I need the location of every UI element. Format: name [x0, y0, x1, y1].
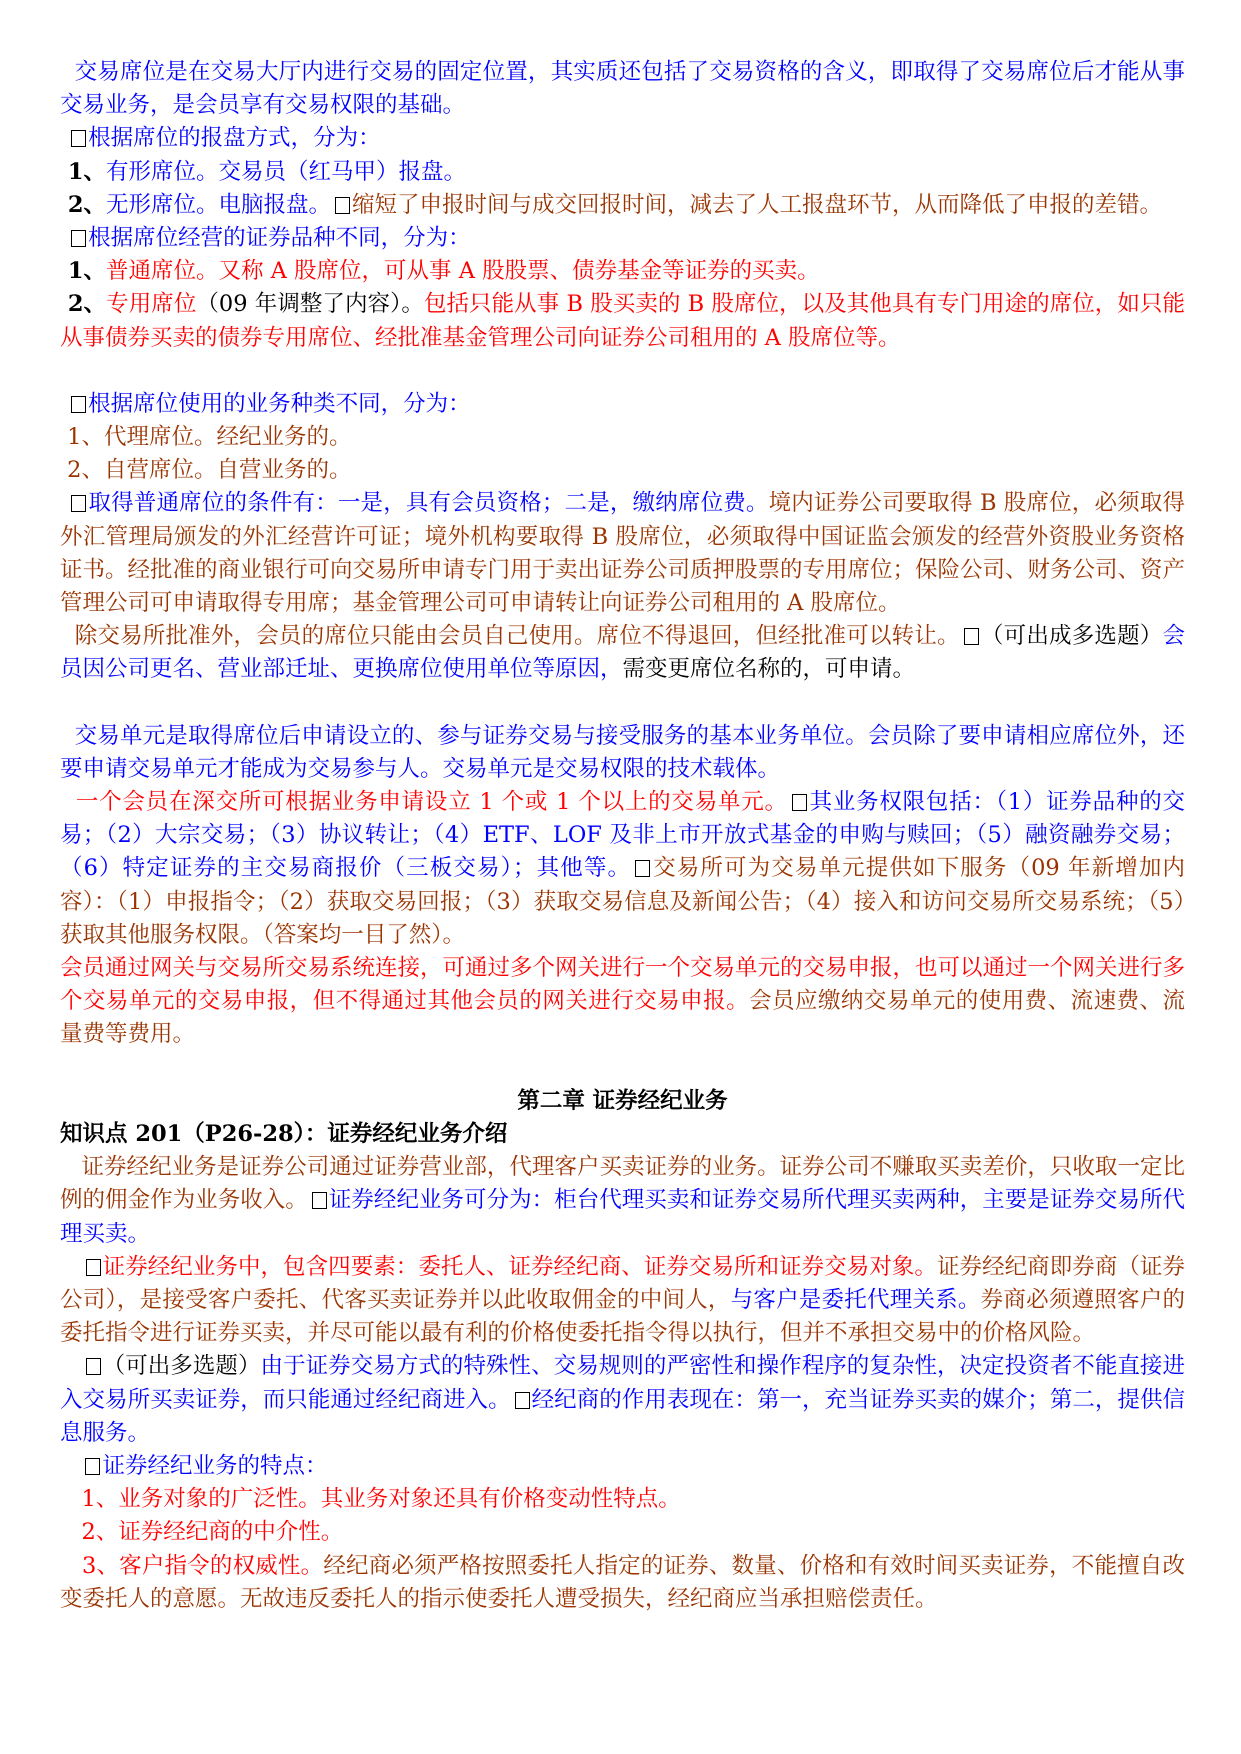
text-run: 1、 [60, 258, 106, 285]
paragraph [60, 1450, 1185, 1483]
text-run: 交易单元是取得席位后申请设立的、参与证券交易与接受服务的基本业务单位。会员除了要申请相应席位外，还要申请交易单元才能成为交易参与人。交易单元是交易权限的技术载体。 [60, 722, 1185, 782]
text-run: 证券经纪业务是证券公司通过证券营业部，代理客户买卖证券的业务。证券公司不赚取买卖差价，只收取一定比例的佣金作为业务收入。 [60, 1154, 1185, 1214]
text-run: 缩短了申报时间与成交回报时间，减去了人工报盘环节，从而降低了申报的差错。 [352, 191, 1163, 218]
text-run [60, 391, 67, 417]
paragraph [60, 454, 1185, 487]
checkbox-icon [635, 860, 650, 877]
paragraph [60, 388, 1185, 421]
checkbox-icon [792, 794, 807, 811]
paragraph [60, 1483, 1185, 1516]
text-run: 由于证券交易方式的特殊性、交易规则的严密性和操作程序的复杂性，决定投资者不能直接进入交易所买卖证券，而只能通过经纪商进入。 [60, 1353, 1185, 1413]
paragraph [60, 786, 1185, 952]
paragraph [60, 1118, 1185, 1151]
text-run: 需变更席位名称的，可申请。 [622, 656, 916, 683]
checkbox-icon [71, 495, 86, 512]
text-run [60, 490, 67, 516]
text-run: 包括只能从事 B 股买卖的 B 股席位，以及其他具有专门用途的席位，如只能从事债券买卖的债券专用席位、经批准基金管理公司向证券公司租用的 A 股席位等。 [60, 291, 1185, 351]
text-run: （可出成多选题） [980, 623, 1163, 650]
paragraph [60, 122, 1185, 155]
text-run: 与客户是委托代理关系。 [730, 1286, 981, 1313]
paragraph [60, 1550, 1185, 1616]
text-run: 根据席位经营的证券品种不同，分为： [88, 225, 471, 252]
text-run: 其业务权限包括：（1）证券品种的交易；（2）大宗交易；（3）协议转让；（4）ETF、LOF 及非上市开放式基金的申购与赎回；（5）融资融券交易；（6）特定证券的主交易商报价（三板交易）；其他等。 [60, 789, 1185, 882]
checkbox-icon [335, 197, 350, 214]
text-run: 交易席位是在交易大厅内进行交易的固定位置，其实质还包括了交易资格的含义，即取得了交易席位后才能从事交易业务，是会员享有交易权限的基础。 [60, 59, 1185, 119]
checkbox-icon [312, 1192, 327, 1209]
paragraph [60, 255, 1185, 288]
paragraph [60, 222, 1185, 255]
checkbox-icon [86, 1358, 101, 1375]
paragraph [60, 487, 1185, 620]
text-run: 2、证券经纪商的中介性。 [60, 1519, 344, 1546]
paragraph-gap [60, 355, 1185, 388]
checkbox-icon [71, 230, 86, 247]
text-run: 知识点 201（P26-28）：证券经纪业务介绍 [60, 1120, 508, 1147]
checkbox-icon [71, 130, 86, 147]
checkbox-icon [71, 396, 86, 413]
text-run: 经纪商必须严格按照委托人指定的证券、数量、价格和有效时间买卖证券，不能擅自改变委托人的意愿。无故违反委托人的指示使委托人遭受损失，经纪商应当承担赔偿责任。 [60, 1552, 1185, 1612]
paragraph [60, 620, 1185, 686]
text-run: 1、 [60, 158, 106, 185]
paragraph [60, 189, 1185, 222]
text-run: 会员应缴纳交易单元的使用费、流速费、流量费等费用。 [60, 988, 1185, 1048]
text-run: 取得普通席位的条件有：一是，具有会员资格；二是，缴纳席位费。 [88, 490, 769, 517]
text-run: 交易所可为交易单元提供如下服务（09 年新增加内容）：（1）申报指令；（2）获取交易回报；（3）获取交易信息及新闻公告；（4）接入和访问交易所交易系统；（5）获取其他服务权限。（答案均一目了然）。 [60, 855, 1185, 948]
text-run: 无形席位。电脑报盘。 [106, 191, 332, 218]
text-run: 有形席位。交易员（红马甲）报盘。 [106, 158, 467, 185]
paragraph [60, 720, 1185, 786]
text-run: 会员通过网关与交易所交易系统连接，可通过多个网关进行一个交易单元的交易申报，也可以通过一个网关进行多个交易单元的交易申报，但不得通过其他会员的网关进行交易申报。 [60, 955, 1186, 1015]
checkbox-icon [964, 628, 979, 645]
text-run: （09 年调整了内容）。 [196, 291, 424, 318]
paragraph-gap [60, 1052, 1185, 1085]
checkbox-icon [86, 1259, 101, 1276]
text-run: （可出多选题） [102, 1353, 261, 1380]
text-run [60, 1453, 81, 1479]
text-run: 专用席位 [106, 291, 197, 318]
text-run: 券商必须遵照客户的委托指令进行证券买卖，并尽可能以最有利的价格使委托指令得以执行，但并不承担交易中的价格风险。 [60, 1286, 1185, 1347]
paragraph [60, 421, 1185, 454]
text-run: 证券经纪业务可分为：柜台代理买卖和证券交易所代理买卖两种，主要是证券交易所代理买卖。 [60, 1187, 1185, 1247]
text-run: 2、自营席位。自营业务的。 [60, 457, 352, 484]
document-page [60, 56, 1185, 1616]
text-run: 2、 [60, 191, 106, 218]
paragraph [60, 1516, 1185, 1549]
text-run: 3、客户指令的权威性。 [60, 1552, 324, 1579]
paragraph [60, 1350, 1185, 1450]
text-run [60, 1254, 82, 1280]
text-run: 除交易所批准外，会员的席位只能由会员自己使用。席位不得退回，但经批准可以转让。 [60, 623, 960, 650]
paragraph [60, 156, 1185, 189]
paragraph [60, 56, 1185, 122]
paragraph-gap [60, 687, 1185, 720]
paragraph [60, 1251, 1185, 1351]
checkbox-icon [515, 1392, 530, 1409]
text-run: 境内证券公司要取得 B 股席位，必须取得外汇管理局颁发的外汇经营许可证；境外机构要取得 B 股席位，必须取得中国证监会颁发的经营外资股业务资格证书。经批准的商业银行可向交易所申请专门用于卖出证券公司质押股票的专用席位；保险公司、财务公司、资产管理公司可申请取得专用席；基金管理公司可申请转让向证券公司租用的 A 股席位。 [60, 490, 1186, 617]
text-run: 2、 [60, 291, 107, 318]
text-run [60, 225, 67, 251]
checkbox-icon [85, 1458, 100, 1475]
paragraph [60, 952, 1185, 1052]
text-run: 1、代理席位。经纪业务的。 [60, 424, 352, 451]
text-run: 证券经纪业务的特点： [102, 1452, 328, 1479]
text-run: 根据席位的报盘方式，分为： [88, 125, 381, 152]
paragraph [60, 288, 1185, 354]
text-run: 普通席位。又称 A 股席位，可从事 A 股股票、债券基金等证券的买卖。 [106, 258, 820, 285]
text-run: 根据席位使用的业务种类不同，分为： [88, 390, 471, 417]
text-run: 会员因公司更名、营业部迁址、更换席位使用单位等原因， [60, 623, 1185, 683]
paragraph [60, 1151, 1185, 1251]
text-run [60, 125, 67, 151]
text-run [60, 1353, 82, 1379]
text-run: 一个会员在深交所可根据业务申请设立 1 个或 1 个以上的交易单元。 [60, 789, 788, 816]
text-run: 1、业务对象的广泛性。其业务对象还具有价格变动性特点。 [60, 1486, 681, 1513]
chapter-title: 第二章 证券经纪业务 [517, 1087, 728, 1114]
text-run: 证券经纪商即券商（证券公司），是接受客户委托、代客买卖证券并以此收取佣金的中间人， [60, 1253, 1185, 1313]
text-run: 证券经纪业务中，包含四要素：委托人、证券经纪商、证券交易所和证券交易对象。 [102, 1253, 937, 1280]
text-run: 经纪商的作用表现在：第一，充当证券买卖的媒介；第二，提供信息服务。 [60, 1386, 1185, 1446]
